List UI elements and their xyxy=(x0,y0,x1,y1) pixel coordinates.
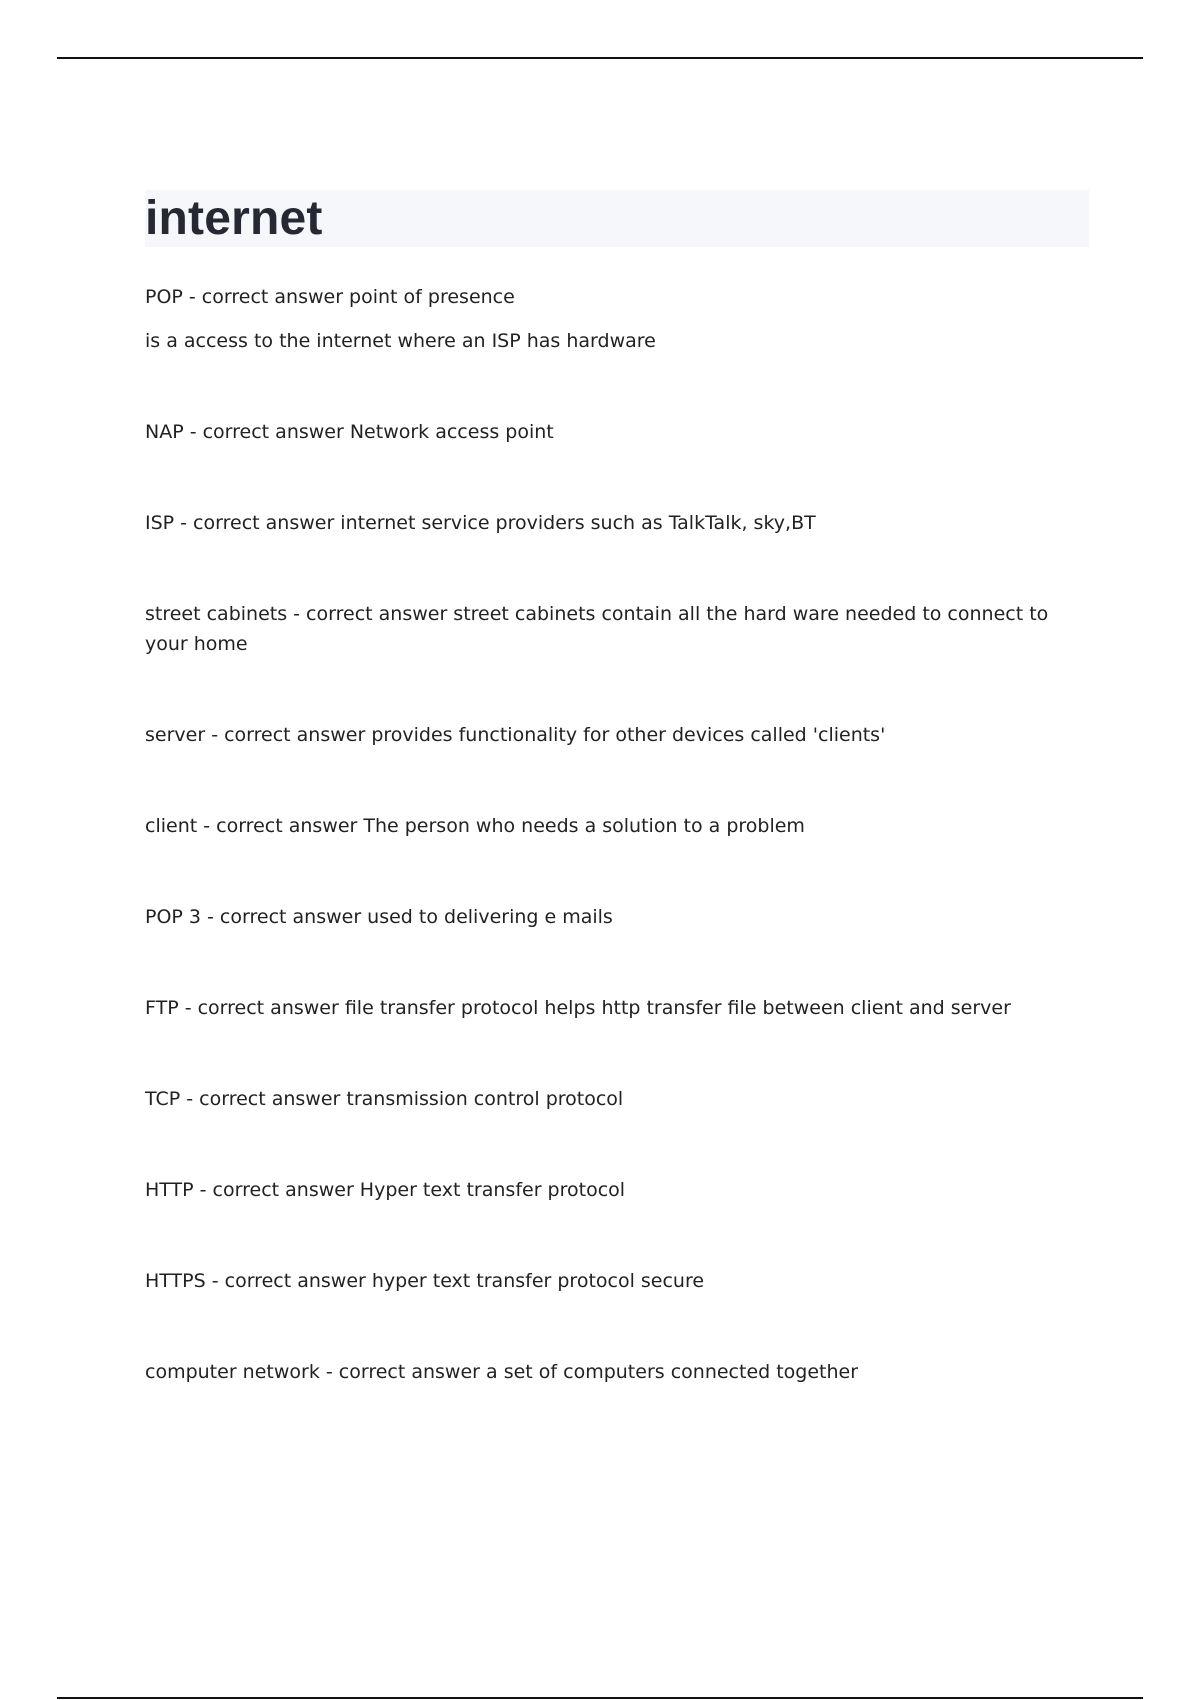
flashcard-entry-client xyxy=(145,811,1055,841)
entry-term: server xyxy=(145,724,206,746)
entry-line xyxy=(145,811,1055,841)
entry-term: computer network xyxy=(145,1361,320,1383)
entry-answer: Network access point xyxy=(349,421,554,443)
entry-line xyxy=(145,720,1055,750)
entry-separator: - correct answer xyxy=(205,1270,372,1292)
entry-line xyxy=(145,282,1055,312)
flashcard-entry-pop3 xyxy=(145,902,1055,932)
entry-separator: - correct answer xyxy=(180,1088,347,1110)
flashcard-entry-nap xyxy=(145,417,1055,447)
entry-line xyxy=(145,599,1055,659)
entry-term: POP 3 xyxy=(145,906,201,928)
entry-answer: Hyper text transfer protocol xyxy=(359,1179,626,1201)
header-rule xyxy=(57,57,1143,59)
entry-line xyxy=(145,417,1055,447)
entry-term: TCP xyxy=(145,1088,181,1110)
entry-line xyxy=(145,1175,1055,1205)
entry-line xyxy=(145,902,1055,932)
entry-separator: - correct answer xyxy=(183,421,350,443)
flashcard-entry-ftp xyxy=(145,993,1055,1023)
flashcard-entry-street-cabinets xyxy=(145,599,1055,659)
entry-answer: file transfer protocol helps http transfer file between client and server xyxy=(344,997,1011,1019)
entry-separator: - correct answer xyxy=(193,1179,360,1201)
entry-separator: - correct answer xyxy=(182,286,350,308)
entry-term: street cabinets xyxy=(145,603,288,625)
entry-line xyxy=(145,1266,1055,1296)
flashcard-entry-server xyxy=(145,720,1055,750)
entry-answer: The person who needs a solution to a problem xyxy=(363,815,805,837)
entry-separator: - correct answer xyxy=(205,724,372,746)
entry-line xyxy=(145,1084,1055,1114)
title-band xyxy=(145,190,1089,247)
entry-answer: street cabinets contain all the hard ware needed to connect to your home xyxy=(145,603,1049,655)
entry-term: ISP xyxy=(145,512,175,534)
flashcard-entry-pop xyxy=(145,282,1055,356)
entry-term: client xyxy=(145,815,198,837)
entry-line xyxy=(145,1357,1055,1387)
entry-term: HTTPS xyxy=(145,1270,206,1292)
flashcard-entry-isp xyxy=(145,508,1055,538)
entry-answer: used to delivering e mails xyxy=(367,906,613,928)
entry-term: POP xyxy=(145,286,183,308)
entry-separator: - correct answer xyxy=(174,512,341,534)
entry-answer: point of presence xyxy=(349,286,515,308)
entry-separator: - correct answer xyxy=(178,997,345,1019)
entry-line xyxy=(145,508,1055,538)
entry-separator: - correct answer xyxy=(287,603,454,625)
document-title: internet xyxy=(145,192,323,245)
flashcard-entry-computer-network xyxy=(145,1357,1055,1387)
entry-answer: provides functionality for other devices called 'clients' xyxy=(371,724,886,746)
entry-answer: hyper text transfer protocol secure xyxy=(371,1270,705,1292)
entry-answer: internet service providers such as TalkTalk, sky,BT xyxy=(340,512,816,534)
flashcard-list xyxy=(145,282,1089,1387)
entry-term: FTP xyxy=(145,997,179,1019)
entry-extra-line: is a access to the internet where an ISP has hardware xyxy=(145,330,656,352)
entry-term: NAP xyxy=(145,421,184,443)
document-body xyxy=(145,190,1089,1448)
entry-answer: a set of computers connected together xyxy=(486,1361,859,1383)
flashcard-entry-tcp xyxy=(145,1084,1055,1114)
footer-rule xyxy=(57,1697,1143,1699)
entry-separator: - correct answer xyxy=(201,906,368,928)
entry-term: HTTP xyxy=(145,1179,194,1201)
entry-line xyxy=(145,993,1055,1023)
entry-separator: - correct answer xyxy=(319,1361,487,1383)
flashcard-entry-http xyxy=(145,1175,1055,1205)
flashcard-entry-https xyxy=(145,1266,1055,1296)
entry-answer: transmission control protocol xyxy=(346,1088,624,1110)
entry-separator: - correct answer xyxy=(197,815,364,837)
